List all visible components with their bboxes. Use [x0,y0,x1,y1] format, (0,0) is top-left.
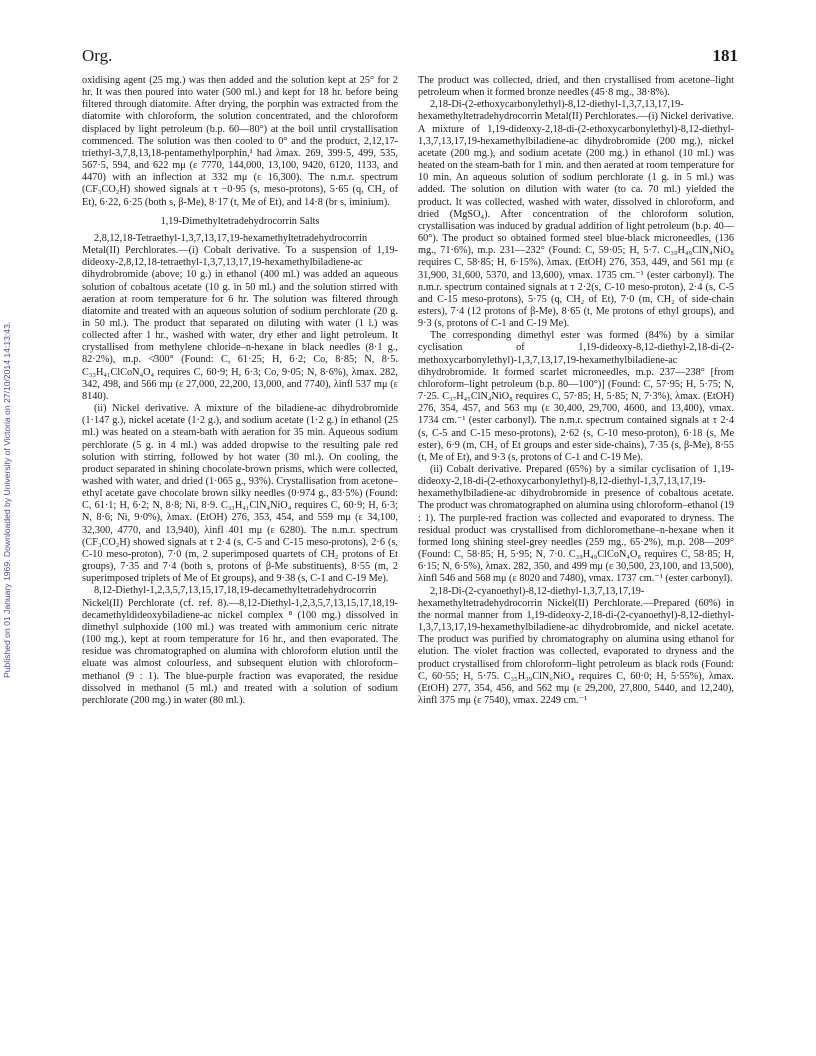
paragraph: 2,18-Di-(2-ethoxycarbonylethyl)-8,12-diethyl-1,3,7,13,17,19-hexamethyltetradehydrocorrin Metal(II) Perchlorates.—(i) Nickel derivative. A mixture of 1,19-dideoxy-2,18-di-(2-ethoxycarbonylethyl)-8,12-diethyl-1,3,7,13,17,19-hexamethylbiladiene-ac dihydrobromide (200 mg.), nickel acetate (200 mg.), and sodium acetate (200 mg.) in ethanol (10 ml.) was heated on the steam-bath for 1 min. and then aerated at room temperature for 10 min. An aqueous solution of sodium perchlorate (1 g. in 5 ml.) was added. The solution on dilution with water (to ca. 70 ml.) yielded the product. It was collected, washed with water, dissolved in chloroform, and dried (MgSO₄). After concentration of the chloroform solution, crystallisation was induced by gradual addition of light petroleum (b.p. 40—60°). The product so obtained formed steel blue-black microneedles, (136 mg., 71·6%), m.p. 231—232° (Found: C, 59·05; H, 5·7. C₃₉H₄₉ClN₄NiO₈ requires C, 58·85; H, 6·15%), λmax. (EtOH) 276, 353, 449, and 561 mμ (ε 31,900, 31,600, 5370, and 13,600), νmax. 1735 cm.⁻¹ (ester carbonyl). The n.m.r. spectrum contained signals at τ 2·2(s, C-10 meso-proton), 2·4 (s, C-5 and C-15 meso-protons), 5·75 (q, CH₂ of Et), 7·0 (m, CH₂ of side-chain esters), 7·4 (12 protons of β-Me), 8·65 (t, Me protons of ethyl groups), and 9·3 (s, protons of C-1 and C-19 Me). [418,99,734,330]
section-heading: 1,19-Dimethyltetradehydrocorrin Salts [160,215,320,227]
paragraph: oxidising agent (25 mg.) was then added and the solution kept at 25° for 2 hr. It was then poured into water (500 ml.) and kept for 18 hr. before being filtered through diatomite. After drying, the porphin was extracted from the diatomite with chloroform, the solution concentrated, and the chloroform displaced by light petroleum (b.p. 60—80°) at the boil until crystallisation commenced. The solution was then cooled to 0° and the product, 2,12,17-triethyl-3,7,8,13,18-pentamethylporphin,¹ had λmax. 269, 399·5, 499, 535, 567·5, 594, and 622 mμ (ε 7770, 144,000, 13,100, 9420, 6120, 1133, and 4470) with an inflection at 332 mμ (ε 16,300). The n.m.r. spectrum (CF₃CO₂H) showed signals at τ −0·95 (s, meso-protons), 5·65 (q, CH₂ of Et), 6·22, 6·25 (both s, β-Me), 8·17 (t, Me of Et), and 14·8 (br s, iminium). [82,75,398,208]
journal-name: Org. [82,46,113,65]
right-column [418,75,734,1005]
left-column [82,75,398,1005]
paragraph: 2,18-Di-(2-cyanoethyl)-8,12-diethyl-1,3,7,13,17,19-hexamethyltetradehydrocorrin Nickel(II) Perchlorate.—Prepared (60%) in the normal manner from 1,19-dideoxy-2,18-di-(2-cyanoethyl)-8,12-diethyl-1,3,7,13,17,19-hexamethylbiladiene-ac dihydrobromide, and nickel acetate. The product was purified by chromatography on alumina using ethanol for elution. The violet fraction was collected, evaporated to dryness and the product crystallised from chloroform–light petroleum as black rods (Found: C, 60·55; H, 5·75. C₃₅H₃₉ClN₆NiO₄ requires C, 60·0; H, 5·55%), λmax. (EtOH) 277, 354, 456, and 562 mμ (ε 29,200, 27,800, 5440, and 12,240), λinfl 375 mμ (ε 7540), νmax. 2249 cm.⁻¹ [418,585,734,706]
page-number: 181 [712,46,738,65]
paragraph: 8,12-Diethyl-1,2,3,5,7,13,15,17,18,19-decamethyltetradehydrocorrin Nickel(II) Perchlorate (cf. ref. 8).—8,12-Diethyl-1,2,3,5,7,13,15,17,18,19-decamethyldideoxybiladiene-ac nickel complex ⁸ (100 mg.) dissolved in dimethyl sulphoxide (100 ml.) was treated with ammonium ceric nitrate (100 mg.), kept at room temperature for 16 hr., and then evaporated. The residue was chromatographed on alumina with chloroform elution until the eluate was almost colourless, and subsequent elution with chloroform–methanol (9 : 1). The blue-purple fraction was evaporated, the residue dissolved in methanol (5 ml.) and treated with a solution of sodium perchlorate (200 mg.) in water (80 ml.). [82,585,398,706]
paragraph: The product was collected, dried, and then crystallised from acetone–light petroleum when it formed bronze needles (45·8 mg., 38·8%). [418,75,734,99]
page-header [82,46,738,68]
paragraph: The corresponding dimethyl ester was formed (84%) by a similar cyclisation of 1,19-dideoxy-8,12-diethyl-2,18-di-(2-methoxycarbonylethyl)-1,3,7,13,17,19-hexamethylbiladiene-ac dihydrobromide. It formed scarlet microneedles, m.p. 237—238° [from chloroform–light petroleum (b.p. 80—100°)] (Found: C, 57·95; H, 5·75; N, 7·25. C₃₇H₄₅ClN₄NiO₈ requires C, 57·85; H, 5·85; N, 7·3%), λmax. (EtOH) 276, 354, 457, and 563 mμ (ε 30,400, 29,700, 4600, and 13,400), νmax. 1734 cm.⁻¹ (ester carbonyl). The n.m.r. spectrum contained signals at τ 2·4 (s, C-5 and C-15 meso-protons), 2·62 (s, C-10 meso-proton), 6·18 (s, Me ester), 6·9 (m, CH₂ of Et groups and ester side-chains), 7·35 (s, β-Me), 8·55 (t, Me of Et), and 9·3 (s, protons of C-1 and C-19 Me). [418,330,734,463]
paragraph: 2,8,12,18-Tetraethyl-1,3,7,13,17,19-hexamethyltetradehydrocorrin Metal(II) Perchlorates.—(i) Cobalt derivative. To a suspension of 1,19-dideoxy-2,8,12,18-tetraethyl-1,3,7,13,17,19-hexamethylbiladiene-ac dihydrobromide (above; 10 g.) in ethanol (400 ml.) was added an aqueous solution of cobaltous acetate (10 g. in 50 ml.) and the solution stirred with aeration at room temperature for 6 hr. The solution was filtered through diatomite and treated with an aqueous solution of sodium perchlorate (20 g. in 50 ml.). The product that separated on diluting with water (1 l.) was collected after 1 hr., washed with water, dry ether and light petroleum. It crystallised from methylene chloride–n-hexane in black needles (8·1 g., 82·2%), m.p. ≮300° (Found: C, 61·25; H, 6·2; Co, 8·85; N, 8·5. C₃₃H₄₁ClCoN₄O₄ requires C, 60·9; H, 6·3; Co, 9·05; N, 8·6%), λmax. 282, 342, 498, and 566 mμ (ε 27,000, 22,200, 13,000, and 7740), λinfl 537 mμ (ε 8140). [82,232,398,402]
paragraph: (ii) Nickel derivative. A mixture of the biladiene-ac dihydrobromide (1·147 g.), nickel acetate (1·2 g.), and sodium acetate (1·2 g.) in ethanol (25 ml.) was heated on a steam-bath with aeration for 35 min. Aqueous sodium perchlorate (5 g. in 4 ml.) was added dropwise to the resulting pale red solution with stirring, followed by hot water (30 ml.). On cooling, the product separated in shining chocolate-brown prisms, which were collected, washed with water, and dried (1·065 g., 93%). Crystallisation from acetone–ethyl acetate gave chocolate brown silky needles (0·974 g., 83·5%) (Found: C, 61·1; H, 6·2; N, 8·8; Ni, 8·9. C₃₃H₄₁ClN₄NiO₄ requires C, 60·9; H, 6·3; N, 8·6; Ni, 9·0%), λmax. (EtOH) 276, 353, 454, and 559 mμ (ε 34,100, 32,300, 4770, and 13,940), λinfl 401 mμ (ε 6280). The n.m.r. spectrum (CF₃CO₂H) showed signals at τ 2·4 (s, C-5 and C-15 meso-protons), 2·6 (s, C-10 meso-proton), 7·0 (m, 2 superimposed quartets of CH₂ protons of Et groups), 7·35 and 7·4 (both s, protons of β-Me substituents), 8·55 (m, 2 superimposed triplets of Me of Et groups), and 9·38 (s, C-1 and C-19 Me). [82,403,398,585]
paragraph: (ii) Cobalt derivative. Prepared (65%) by a similar cyclisation of 1,19-dideoxy-2,18-di-(2-ethoxycarbonylethyl)-8,12-diethyl-1,3,7,13,17,19-hexamethylbiladiene-ac dihydrobromide in presence of cobaltous acetate. The product was chromatographed on alumina using chloroform–ethanol (19 : 1). The purple-red fraction was collected and evaporated to dryness. The residual product was crystallised from dichloromethane–n-hexane when it formed long shining steel-grey needles (259 mg., 65·2%), m.p. 208—209° (Found: C, 58·85; H, 5·95; N, 7·0. C₃₉H₄₉ClCoN₄O₈ requires C, 58·85; H, 6·15; N, 6·5%), λmax. 282, 350, and 499 mμ (ε 30,500, 23,100, and 13,500), λinfl 546 and 568 mμ (ε 8020 and 7480), νmax. 1737 cm.⁻¹ (ester carbonyl). [418,464,734,585]
download-notice: Published on 01 January 1969. Downloaded by University of Victoria on 27/10/2014 14:13:43. [2,321,12,679]
